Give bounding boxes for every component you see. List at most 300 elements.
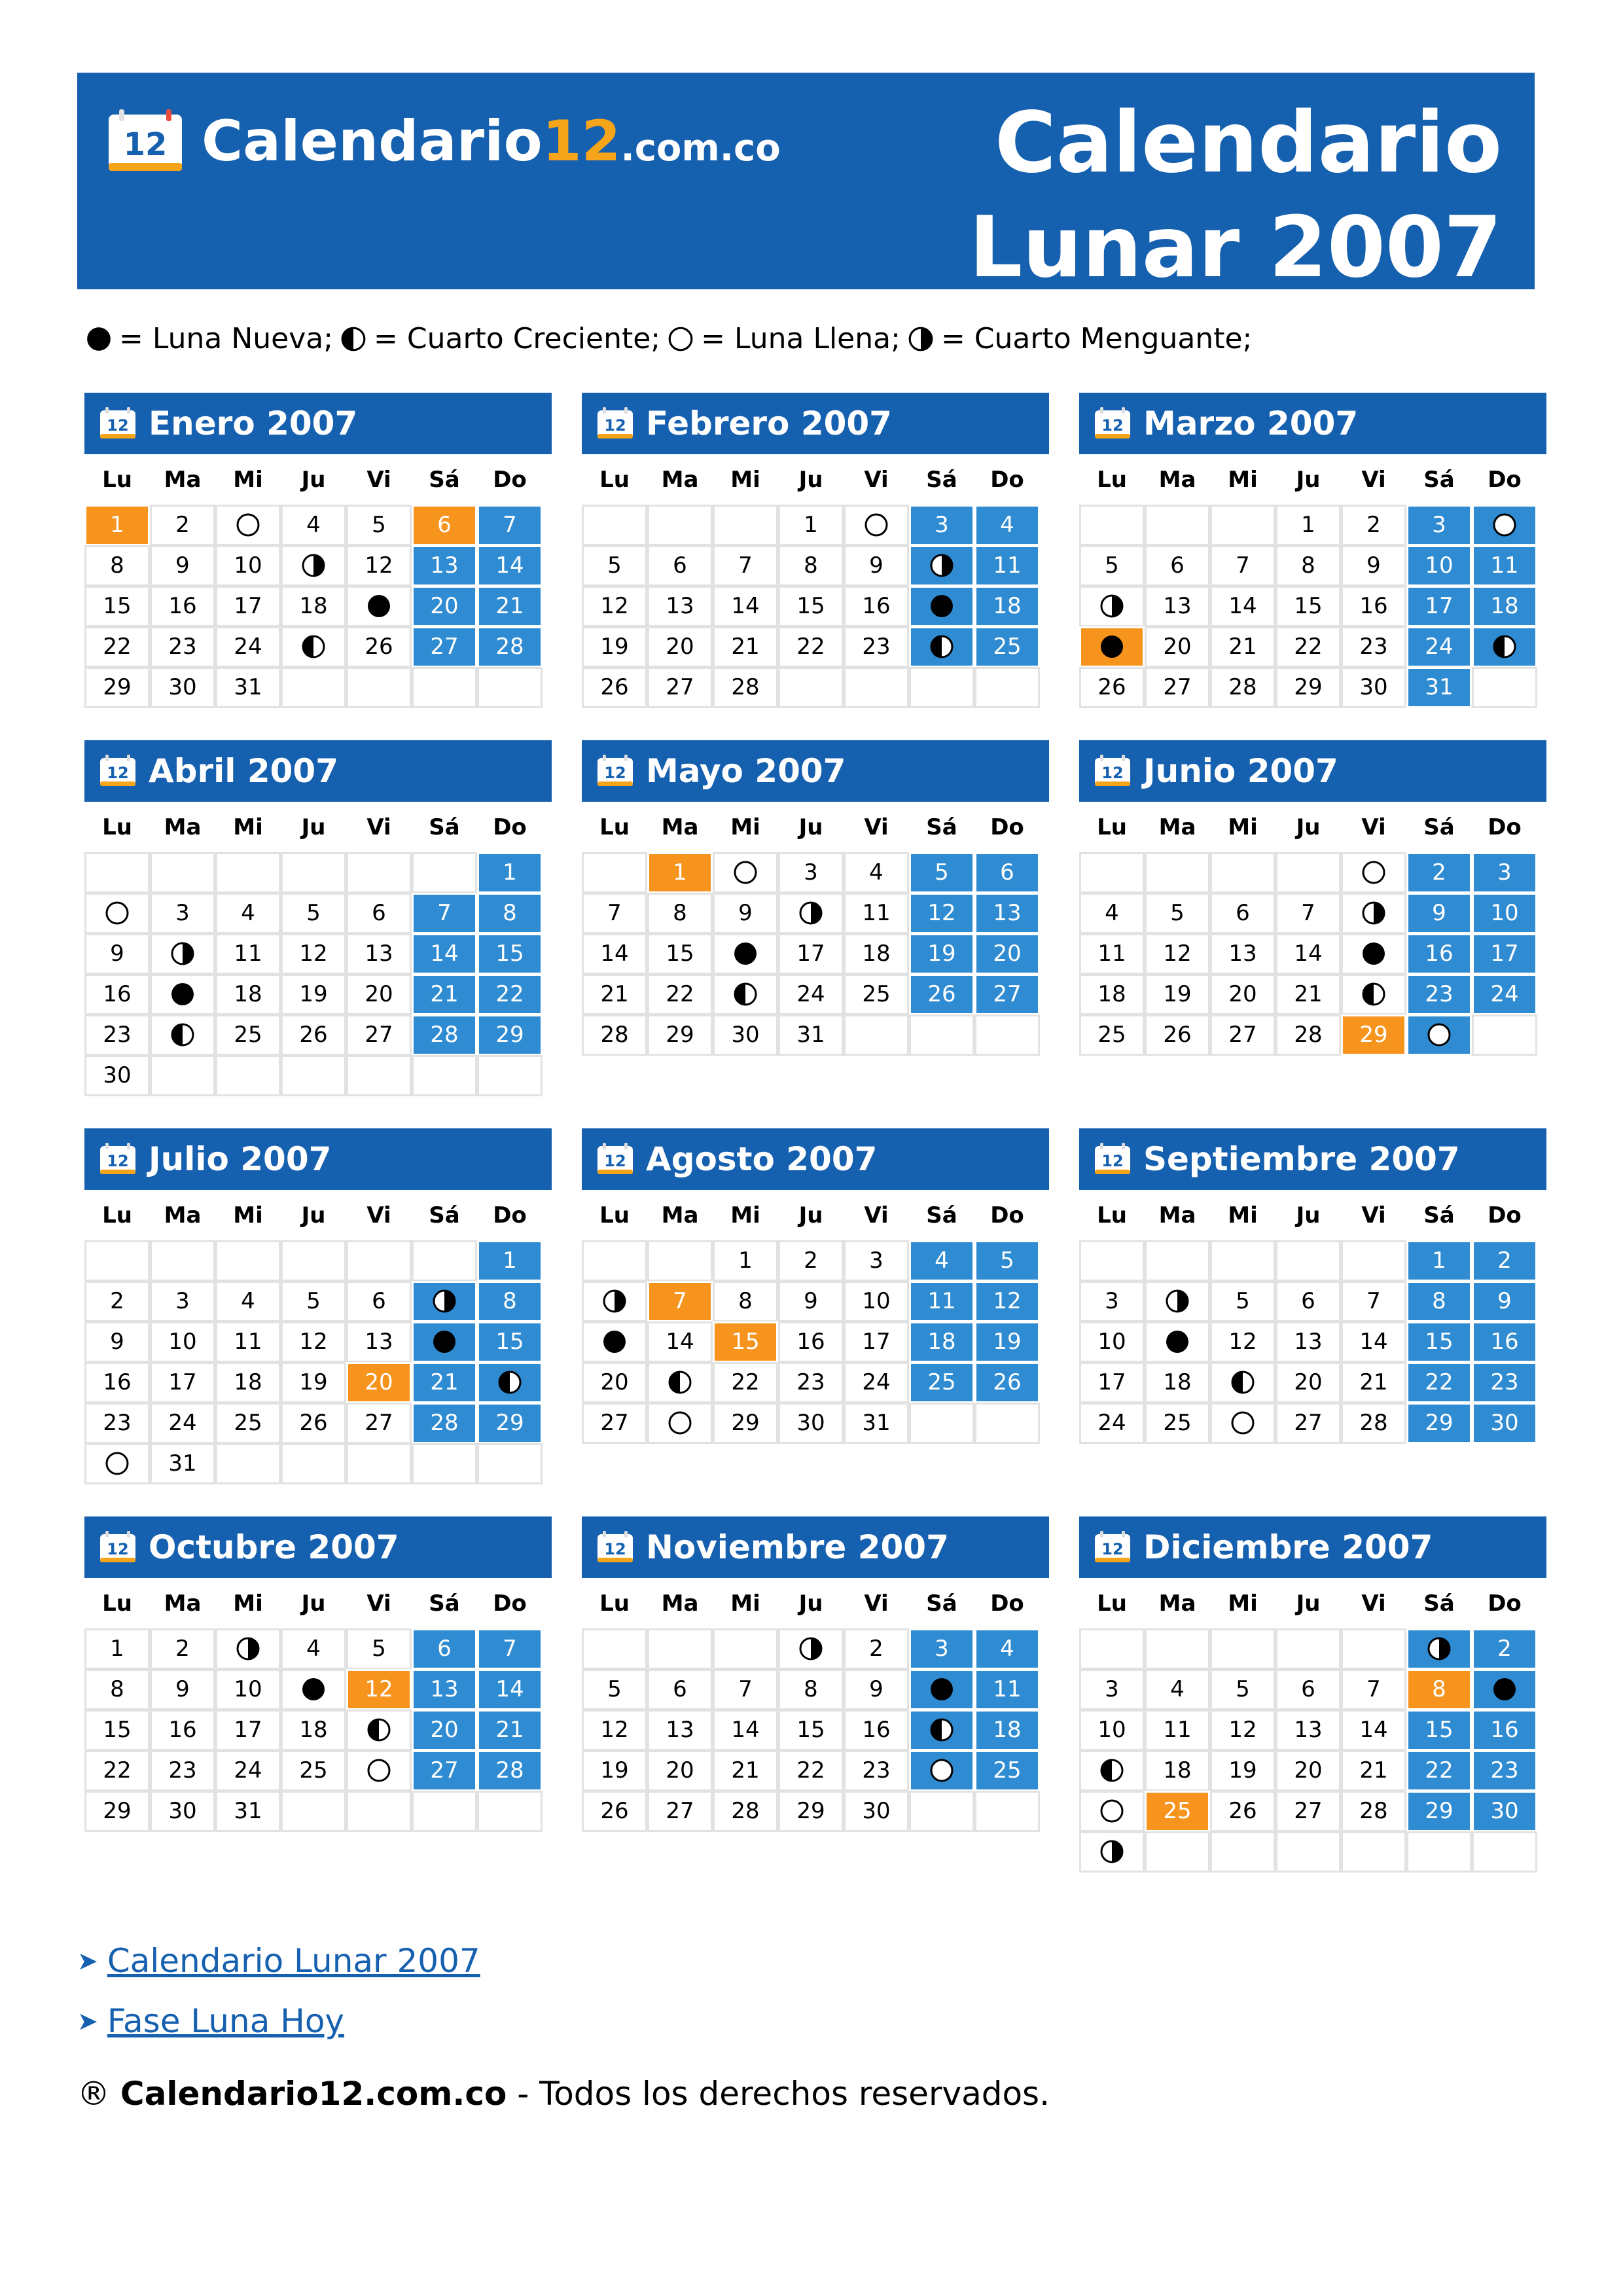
empty-day-cell: [647, 1240, 713, 1282]
day-cell: [1341, 1321, 1406, 1363]
day-number: 24: [168, 1410, 197, 1437]
day-cell: [84, 1403, 150, 1444]
full-moon-icon: [929, 1757, 955, 1784]
empty-day-cell: [412, 1055, 477, 1097]
new-moon-icon: [601, 1329, 628, 1355]
day-number: 16: [1490, 1717, 1519, 1744]
month-title: Febrero 2007: [646, 404, 892, 442]
day-number: 30: [168, 674, 197, 701]
day-number: 22: [1425, 1757, 1454, 1784]
empty-day-cell: [84, 1240, 150, 1282]
day-cell: [1406, 545, 1472, 587]
weekday-label: Ju: [798, 1590, 823, 1617]
empty-day-cell: [477, 667, 543, 709]
weekday-label: Ju: [301, 467, 326, 493]
day-number: 13: [1163, 593, 1192, 620]
day-cell: [1275, 893, 1341, 935]
day-number: 15: [796, 1717, 825, 1744]
day-cell: [974, 1710, 1040, 1751]
day-cell: [1275, 1750, 1341, 1792]
day-cell: [84, 1669, 150, 1711]
month-title: Abril 2007: [149, 752, 338, 790]
day-number: 9: [175, 1676, 190, 1703]
weekday-label: Ma: [1158, 814, 1196, 840]
new-moon-icon: [1491, 1676, 1518, 1702]
empty-day-cell: [412, 852, 477, 894]
day-number: 19: [299, 981, 328, 1008]
calendar-icon: [596, 1143, 634, 1175]
weekday-label: Do: [493, 1590, 527, 1617]
day-cell: [412, 1014, 477, 1056]
page-title: [969, 91, 1502, 300]
day-cell: [844, 1281, 909, 1323]
day-cell: [1079, 1750, 1145, 1792]
day-cell: [647, 1750, 713, 1792]
day-cell: [713, 1669, 778, 1711]
day-cell: [477, 1710, 543, 1751]
day-cell: [150, 1321, 215, 1363]
day-cell: [713, 586, 778, 628]
day-cell: [1472, 505, 1537, 547]
empty-day-cell: [477, 1443, 543, 1485]
month-calendar-junio: [1079, 740, 1546, 1056]
day-cell: [1079, 1403, 1145, 1444]
weekday-label: Ju: [798, 1202, 823, 1229]
weekday-label: Ma: [661, 814, 699, 840]
day-cell: [1341, 974, 1406, 1016]
day-number: 28: [1294, 1022, 1323, 1049]
day-number: 6: [673, 552, 687, 579]
day-cell: [1210, 1791, 1275, 1833]
empty-day-cell: [1145, 1240, 1210, 1282]
weekday-label: Lu: [599, 467, 630, 493]
day-cell: [215, 545, 281, 587]
day-cell: [582, 1710, 647, 1751]
day-cell: [346, 1710, 412, 1751]
month-title: Marzo 2007: [1143, 404, 1359, 442]
day-number: 23: [1425, 981, 1454, 1008]
day-number: 16: [862, 1717, 891, 1744]
day-number: 12: [365, 552, 393, 579]
day-number: 29: [103, 1798, 132, 1825]
day-number: 16: [103, 981, 132, 1008]
day-cell: [1472, 626, 1537, 668]
empty-day-cell: [1210, 1628, 1275, 1670]
weekday-label: Ju: [301, 1202, 326, 1229]
day-cell: [150, 1281, 215, 1323]
day-cell: [778, 1014, 844, 1056]
day-number: 3: [175, 1288, 190, 1315]
calendar-icon: [596, 755, 634, 787]
link-row: [77, 1931, 480, 1991]
first-quarter-icon: [1361, 981, 1387, 1007]
day-cell: [1275, 586, 1341, 628]
day-cell: [1145, 1669, 1210, 1711]
empty-day-cell: [1472, 1831, 1537, 1873]
day-number: 3: [1497, 859, 1512, 886]
day-cell: [412, 893, 477, 935]
day-cell: [713, 667, 778, 709]
day-number: 17: [862, 1329, 891, 1355]
day-number: 7: [437, 900, 452, 927]
empty-day-cell: [346, 1055, 412, 1097]
day-number: 29: [495, 1410, 524, 1437]
last-quarter-icon: [1099, 1839, 1125, 1865]
calendar-icon-number: 12: [107, 416, 129, 435]
day-number: 25: [862, 981, 891, 1008]
day-cell: [477, 586, 543, 628]
day-number: 21: [1294, 981, 1323, 1008]
day-cell: [477, 1321, 543, 1363]
empty-day-cell: [582, 1240, 647, 1282]
day-number: 27: [430, 1757, 459, 1784]
day-cell: [1341, 1281, 1406, 1323]
day-number: 14: [666, 1329, 694, 1355]
day-cell: [346, 1281, 412, 1323]
day-cell: [1210, 1014, 1275, 1056]
day-number: 22: [796, 1757, 825, 1784]
day-cell: [477, 974, 543, 1016]
page-header: [77, 73, 1535, 296]
month-calendar-mayo: [582, 740, 1049, 1056]
day-cell: [150, 626, 215, 668]
month-title: Agosto 2007: [646, 1140, 878, 1178]
day-cell: [215, 1669, 281, 1711]
day-number: 10: [862, 1288, 891, 1315]
day-number: 3: [935, 1636, 949, 1662]
day-number: 4: [1000, 1636, 1014, 1662]
empty-day-cell: [412, 1443, 477, 1485]
day-cell: [84, 545, 150, 587]
weekday-label: Ma: [1158, 467, 1196, 493]
day-number: 18: [299, 593, 328, 620]
empty-day-cell: [909, 667, 974, 709]
month-header: [1079, 1516, 1546, 1578]
day-number: 10: [1097, 1329, 1126, 1355]
empty-day-cell: [647, 1628, 713, 1670]
day-cell: [844, 1321, 909, 1363]
legend-last-quarter: = Cuarto Menguante;: [940, 322, 1253, 355]
month-header: [84, 740, 552, 802]
day-cell: [1079, 667, 1145, 709]
logo-icon-number: 12: [123, 126, 168, 163]
day-cell: [84, 1710, 150, 1751]
full-moon-icon: [104, 1450, 130, 1477]
day-number: 8: [1301, 552, 1315, 579]
empty-day-cell: [1210, 1831, 1275, 1873]
day-cell: [647, 1014, 713, 1056]
day-number: 29: [1425, 1798, 1454, 1825]
last-quarter-icon: [1099, 593, 1125, 619]
month-title: Mayo 2007: [646, 752, 846, 790]
day-number: 26: [1228, 1798, 1257, 1825]
link-fase-luna-hoy[interactable]: Fase Luna Hoy: [107, 2002, 345, 2040]
day-cell: [1145, 626, 1210, 668]
calendar-icon-number: 12: [107, 1152, 129, 1170]
weekday-header: [582, 1578, 1040, 1629]
day-number: 11: [862, 900, 891, 927]
day-number: 22: [796, 634, 825, 660]
day-cell: [1275, 974, 1341, 1016]
day-cell: [778, 974, 844, 1016]
day-number: 28: [1359, 1798, 1388, 1825]
day-number: 18: [1163, 1757, 1192, 1784]
day-number: 14: [495, 552, 524, 579]
day-number: 21: [731, 1757, 760, 1784]
day-cell: [150, 893, 215, 935]
day-number: 19: [600, 634, 629, 660]
day-number: 30: [796, 1410, 825, 1437]
weekday-label: Do: [1488, 1202, 1522, 1229]
calendar-icon-number: 12: [604, 1540, 626, 1558]
day-number: 18: [1163, 1369, 1192, 1396]
day-number: 15: [1425, 1717, 1454, 1744]
day-number: 11: [234, 1329, 262, 1355]
day-number: 2: [869, 1636, 883, 1662]
day-number: 30: [1359, 674, 1388, 701]
month-calendar-agosto: [582, 1128, 1049, 1444]
day-number: 1: [503, 859, 517, 886]
day-number: 27: [666, 1798, 694, 1825]
day-cell: [647, 893, 713, 935]
day-cell: [84, 933, 150, 975]
day-cell: [974, 1321, 1040, 1363]
month-title: Diciembre 2007: [1143, 1528, 1433, 1566]
day-number: 6: [1170, 552, 1185, 579]
day-cell: [713, 1710, 778, 1751]
last-quarter-icon: [169, 941, 196, 967]
day-number: 21: [430, 981, 459, 1008]
empty-day-cell: [281, 1791, 346, 1833]
day-cell: [909, 1628, 974, 1670]
day-cell: [215, 893, 281, 935]
month-title: Noviembre 2007: [646, 1528, 949, 1566]
day-cell: [215, 667, 281, 709]
day-number: 13: [1294, 1329, 1323, 1355]
day-cell: [778, 1710, 844, 1751]
day-number: 28: [1228, 674, 1257, 701]
day-cell: [281, 505, 346, 547]
day-number: 30: [1490, 1798, 1519, 1825]
day-cell: [909, 1710, 974, 1751]
month-calendar-diciembre: [1079, 1516, 1546, 1873]
weekday-label: Ma: [661, 1590, 699, 1617]
day-cell: [1275, 933, 1341, 975]
day-number: 17: [234, 1717, 262, 1744]
day-grid: [582, 1629, 1041, 1832]
weekday-label: Lu: [599, 1590, 630, 1617]
day-number: 12: [1228, 1717, 1257, 1744]
day-cell: [713, 1281, 778, 1323]
day-cell: [778, 1669, 844, 1711]
day-number: 6: [1000, 859, 1014, 886]
empty-day-cell: [1079, 1628, 1145, 1670]
day-cell: [346, 933, 412, 975]
day-cell: [909, 505, 974, 547]
day-number: 28: [731, 674, 760, 701]
day-number: 1: [738, 1247, 753, 1274]
day-cell: [909, 1362, 974, 1404]
day-cell: [1406, 1628, 1472, 1670]
day-cell: [1275, 1710, 1341, 1751]
day-number: 26: [1163, 1022, 1192, 1049]
day-number: 16: [103, 1369, 132, 1396]
day-number: 27: [365, 1410, 393, 1437]
weekday-label: Ma: [661, 1202, 699, 1229]
day-number: 6: [372, 900, 386, 927]
day-cell: [215, 626, 281, 668]
day-cell: [412, 545, 477, 587]
last-quarter-icon: [798, 900, 824, 926]
new-moon-icon: [732, 941, 758, 967]
legend-first-quarter: = Cuarto Creciente;: [374, 322, 661, 355]
day-number: 26: [600, 674, 629, 701]
day-number: 10: [234, 552, 262, 579]
day-cell: [1472, 1791, 1537, 1833]
empty-day-cell: [1145, 852, 1210, 894]
day-cell: [713, 852, 778, 894]
day-number: 15: [1425, 1329, 1454, 1355]
day-number: 30: [168, 1798, 197, 1825]
logo-number-text: 12: [542, 109, 621, 174]
day-cell: [215, 1791, 281, 1833]
day-cell: [477, 852, 543, 894]
weekday-label: Sá: [926, 1202, 957, 1229]
day-number: 11: [1097, 941, 1126, 967]
day-cell: [346, 1750, 412, 1792]
day-cell: [346, 1014, 412, 1056]
day-cell: [1341, 852, 1406, 894]
day-number: 21: [495, 593, 524, 620]
day-cell: [1341, 545, 1406, 587]
day-number: 14: [495, 1676, 524, 1703]
day-number: 25: [1097, 1022, 1126, 1049]
day-cell: [1406, 1321, 1472, 1363]
day-cell: [582, 545, 647, 587]
day-number: 20: [1228, 981, 1257, 1008]
day-number: 7: [503, 1636, 517, 1662]
day-number: 9: [804, 1288, 818, 1315]
day-cell: [84, 1750, 150, 1792]
day-cell: [477, 1628, 543, 1670]
weekday-label: Lu: [599, 1202, 630, 1229]
day-cell: [713, 1403, 778, 1444]
empty-day-cell: [1341, 1628, 1406, 1670]
weekday-header: [84, 802, 543, 853]
day-grid: [84, 1629, 544, 1832]
day-cell: [647, 933, 713, 975]
day-number: 1: [673, 859, 687, 886]
day-cell: [582, 1791, 647, 1833]
site-logo[interactable]: [202, 105, 781, 177]
day-cell: [647, 852, 713, 894]
day-cell: [909, 586, 974, 628]
day-number: 3: [1105, 1676, 1119, 1703]
page-title-line2: Lunar 2007: [969, 199, 1502, 296]
empty-day-cell: [1145, 505, 1210, 547]
day-number: 21: [600, 981, 629, 1008]
day-cell: [713, 1750, 778, 1792]
day-number: 10: [1490, 900, 1519, 927]
day-cell: [647, 545, 713, 587]
day-number: 20: [365, 1369, 393, 1396]
day-number: 14: [1359, 1329, 1388, 1355]
calendar-icon-number: 12: [604, 1152, 626, 1170]
day-cell: [281, 1710, 346, 1751]
day-number: 5: [372, 512, 386, 539]
day-number: 24: [1425, 634, 1454, 660]
first-quarter-icon: [300, 634, 327, 660]
day-cell: [844, 852, 909, 894]
day-cell: [582, 1362, 647, 1404]
day-cell: [713, 1791, 778, 1833]
day-cell: [150, 1628, 215, 1670]
day-cell: [1145, 1014, 1210, 1056]
weekday-label: Do: [493, 814, 527, 840]
day-cell: [84, 626, 150, 668]
empty-day-cell: [1341, 1240, 1406, 1282]
day-cell: [974, 852, 1040, 894]
day-cell: [974, 586, 1040, 628]
day-cell: [477, 1750, 543, 1792]
day-number: 17: [1425, 593, 1454, 620]
day-cell: [582, 586, 647, 628]
first-quarter-icon: [929, 1717, 955, 1743]
day-cell: [150, 1710, 215, 1751]
day-cell: [844, 505, 909, 547]
day-cell: [412, 1403, 477, 1444]
day-cell: [974, 505, 1040, 547]
calendar-icon-number: 12: [1101, 1540, 1124, 1558]
weekday-label: Ma: [164, 1202, 202, 1229]
day-cell: [1472, 933, 1537, 975]
day-number: 2: [110, 1288, 124, 1315]
day-number: 23: [168, 1757, 197, 1784]
day-cell: [346, 1669, 412, 1711]
full-moon-icon: [104, 900, 130, 926]
day-cell: [84, 505, 150, 547]
day-cell: [713, 1321, 778, 1363]
day-number: 20: [1294, 1369, 1323, 1396]
day-cell: [909, 1240, 974, 1282]
month-header: [84, 1516, 552, 1578]
day-number: 5: [607, 1676, 622, 1703]
day-cell: [1210, 1321, 1275, 1363]
day-cell: [974, 626, 1040, 668]
registered-symbol: ®: [77, 2075, 110, 2113]
day-number: 25: [927, 1369, 956, 1396]
day-number: 26: [1097, 674, 1126, 701]
link-calendario-lunar[interactable]: Calendario Lunar 2007: [107, 1942, 480, 1980]
day-number: 23: [103, 1022, 132, 1049]
day-number: 10: [234, 1676, 262, 1703]
day-cell: [647, 1791, 713, 1833]
day-cell: [412, 586, 477, 628]
day-cell: [1079, 586, 1145, 628]
day-number: 4: [241, 1288, 255, 1315]
full-moon-icon: [366, 1757, 392, 1784]
weekday-label: Lu: [102, 814, 132, 840]
day-number: 13: [1228, 941, 1257, 967]
day-number: 8: [1432, 1288, 1446, 1315]
day-number: 13: [993, 900, 1022, 927]
day-number: 14: [430, 941, 459, 967]
day-cell: [1472, 1403, 1537, 1444]
day-number: 8: [1432, 1676, 1446, 1703]
day-number: 18: [862, 941, 891, 967]
day-number: 16: [796, 1329, 825, 1355]
calendar-icon-number: 12: [1101, 1152, 1124, 1170]
